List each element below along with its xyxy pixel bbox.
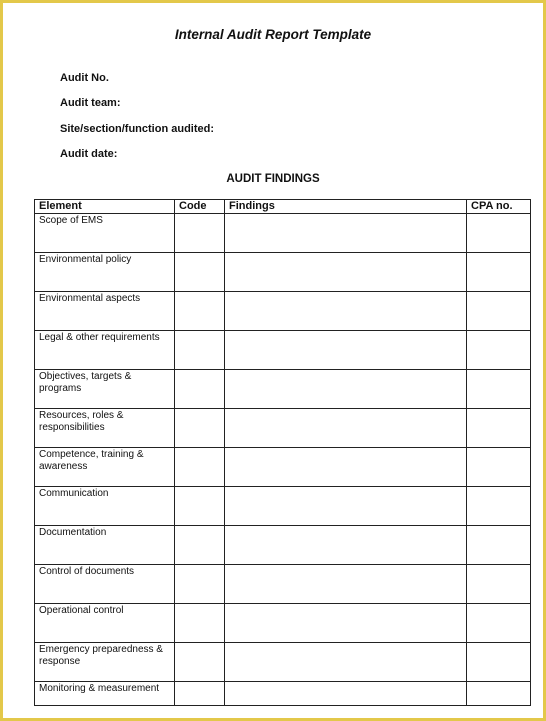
table-row: [35, 214, 531, 253]
code-cell[interactable]: [175, 409, 225, 448]
code-cell[interactable]: [175, 448, 225, 487]
field-audit-team: Audit team:: [60, 97, 121, 109]
findings-cell[interactable]: [225, 214, 467, 253]
table-row: [35, 370, 531, 409]
findings-cell[interactable]: [225, 643, 467, 682]
table-row: [35, 331, 531, 370]
element-cell: Control of documents: [35, 565, 175, 604]
column-header-findings: Findings: [225, 200, 467, 214]
findings-cell[interactable]: [225, 682, 467, 706]
table-row: [35, 604, 531, 643]
code-cell[interactable]: [175, 604, 225, 643]
table-row: [35, 487, 531, 526]
table-row: [35, 253, 531, 292]
element-cell: Environmental aspects: [35, 292, 175, 331]
findings-cell[interactable]: [225, 604, 467, 643]
code-cell[interactable]: [175, 292, 225, 331]
code-cell[interactable]: [175, 643, 225, 682]
code-cell[interactable]: [175, 214, 225, 253]
cpa-no-cell[interactable]: [467, 604, 531, 643]
cpa-no-cell[interactable]: [467, 370, 531, 409]
cpa-no-cell[interactable]: [467, 253, 531, 292]
element-cell: Monitoring & measurement: [35, 682, 175, 706]
element-cell: Resources, roles & responsibilities: [35, 409, 175, 448]
cpa-no-cell[interactable]: [467, 565, 531, 604]
element-cell: Documentation: [35, 526, 175, 565]
cpa-no-cell[interactable]: [467, 331, 531, 370]
element-cell: Scope of EMS: [35, 214, 175, 253]
code-cell[interactable]: [175, 253, 225, 292]
field-audit-no: Audit No.: [60, 72, 109, 84]
table-header-row: [35, 200, 531, 214]
table-row: [35, 292, 531, 331]
element-cell: Legal & other requirements: [35, 331, 175, 370]
element-cell: Emergency preparedness & response: [35, 643, 175, 682]
cpa-no-cell[interactable]: [467, 448, 531, 487]
cpa-no-cell[interactable]: [467, 214, 531, 253]
field-site-section-function: Site/section/function audited:: [60, 123, 215, 135]
code-cell[interactable]: [175, 331, 225, 370]
findings-cell[interactable]: [225, 448, 467, 487]
findings-cell[interactable]: [225, 370, 467, 409]
table-row: [35, 448, 531, 487]
element-cell: Communication: [35, 487, 175, 526]
element-cell: Environmental policy: [35, 253, 175, 292]
findings-cell[interactable]: [225, 331, 467, 370]
findings-cell[interactable]: [225, 526, 467, 565]
column-header-element: Element: [35, 200, 175, 214]
cpa-no-cell[interactable]: [467, 409, 531, 448]
audit-findings-table: [34, 199, 531, 706]
findings-cell[interactable]: [225, 292, 467, 331]
code-cell[interactable]: [175, 487, 225, 526]
column-header-cpa-no: CPA no.: [467, 200, 531, 214]
column-header-code: Code: [175, 200, 225, 214]
element-cell: Operational control: [35, 604, 175, 643]
element-cell: Objectives, targets & programs: [35, 370, 175, 409]
cpa-no-cell[interactable]: [467, 292, 531, 331]
code-cell[interactable]: [175, 526, 225, 565]
code-cell[interactable]: [175, 370, 225, 409]
code-cell[interactable]: [175, 565, 225, 604]
document-title: Internal Audit Report Template: [174, 27, 372, 42]
findings-cell[interactable]: [225, 565, 467, 604]
cpa-no-cell[interactable]: [467, 487, 531, 526]
cpa-no-cell[interactable]: [467, 526, 531, 565]
table-row: [35, 409, 531, 448]
table-row: [35, 682, 531, 706]
field-audit-date: Audit date:: [60, 148, 118, 160]
table-row: [35, 643, 531, 682]
findings-cell[interactable]: [225, 409, 467, 448]
audit-findings-heading: AUDIT FINDINGS: [226, 173, 320, 185]
findings-cell[interactable]: [225, 253, 467, 292]
table-row: [35, 526, 531, 565]
cpa-no-cell[interactable]: [467, 643, 531, 682]
element-cell: Competence, training & awareness: [35, 448, 175, 487]
cpa-no-cell[interactable]: [467, 682, 531, 706]
code-cell[interactable]: [175, 682, 225, 706]
table-row: [35, 565, 531, 604]
findings-cell[interactable]: [225, 487, 467, 526]
